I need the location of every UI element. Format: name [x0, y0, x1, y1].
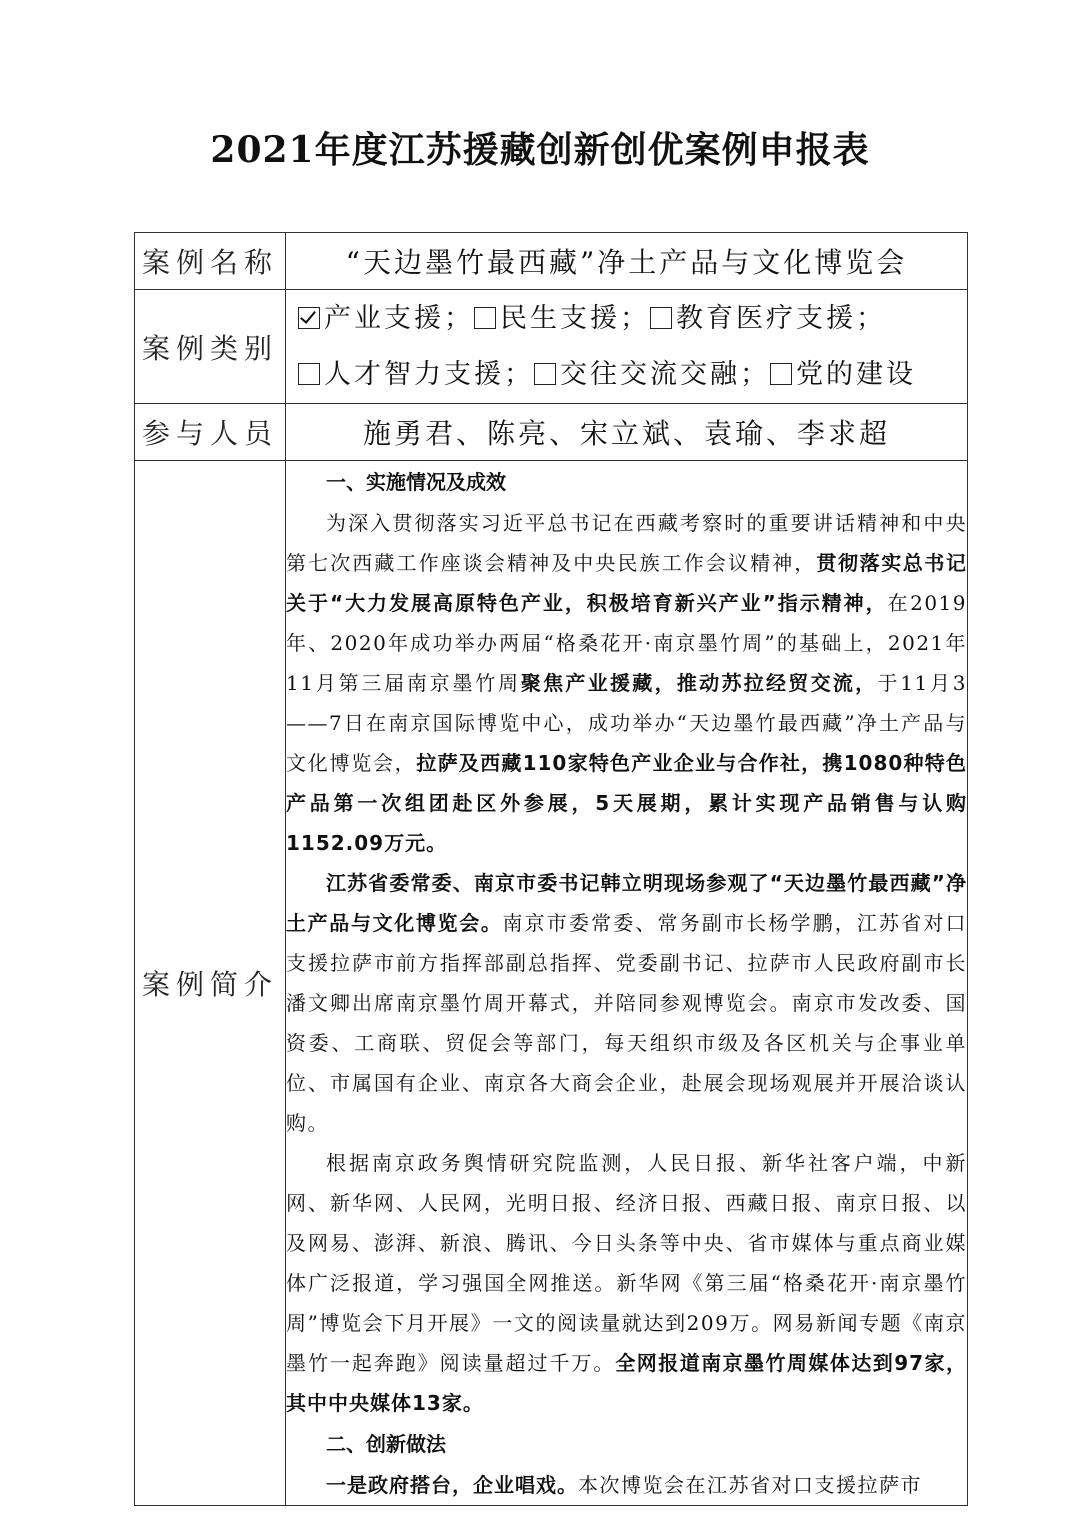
row-case-category	[135, 290, 968, 404]
application-form-table	[134, 232, 968, 1506]
category-option-education-medical: 教育医疗支援；	[676, 302, 886, 334]
participants-label: 参与人员	[135, 404, 286, 461]
p1-bold-d: 聚焦产业援藏，推动苏拉经贸交流，	[520, 671, 878, 695]
row-case-name	[135, 233, 968, 290]
page-title: 2021年度江苏援藏创新创优案例申报表	[210, 129, 870, 171]
checkbox-unchecked-icon[interactable]	[474, 307, 496, 329]
case-category-options	[286, 290, 968, 404]
p4-text-b: 本次博览会在江苏省对口支援拉萨市	[578, 1473, 922, 1497]
category-option-exchange: 交往交流交融；	[560, 358, 770, 390]
category-line-1	[286, 291, 967, 347]
p4-bold-a: 一是政府搭台，企业唱戏。	[326, 1473, 578, 1497]
p3-bold-b: 全网报道南京墨竹周媒体达到97家，其中中央媒体13家。	[286, 1351, 967, 1415]
summary-paragraph-4	[286, 1465, 967, 1505]
summary-paragraph-2	[286, 863, 967, 1143]
row-summary	[135, 461, 968, 1506]
p1-text-e: 于11月3——7日在南京国际博览中心，成功举办“天边墨竹最西藏”净土产品与文化博览会，	[286, 671, 968, 775]
case-name-label: 案例名称	[135, 233, 286, 290]
section-2-heading: 二、创新做法	[326, 1432, 446, 1456]
summary-paragraph-3	[286, 1143, 967, 1423]
checkbox-unchecked-icon[interactable]	[650, 307, 672, 329]
checkbox-checked-icon[interactable]	[298, 307, 320, 329]
participants-value: 施勇君、陈亮、宋立斌、袁瑜、李求超	[286, 404, 968, 461]
p2-bold-a: 江苏省委常委、南京市委书记韩立明现场参观了“天边墨竹最西藏”净土产品与文化博览会。	[286, 871, 967, 935]
p1-text-a: 为深入贯彻落实习近平总书记在西藏考察时的重要讲话精神和中央第七次西藏工作座谈会精神及中央民族工作会议精神，	[286, 511, 967, 575]
p3-text-a: 根据南京政务舆情研究院监测，人民日报、新华社客户端，中新网、新华网、人民网，光明日报、经济日报、西藏日报、南京日报、以及网易、澎湃、新浪、腾讯、今日头条等中央、省市媒体与重点商业媒体广泛报道，学习强国全网推送。新华网《第三届“格桑花开·南京墨竹周”博览会下月开展》一文的阅读量就达到209万。网易新闻专题《南京墨竹一起奔跑》阅读量超过千万。	[286, 1151, 967, 1375]
summary-content	[286, 461, 968, 1506]
p1-text-c: 在2019年、2020年成功举办两届“格桑花开·南京墨竹周”的基础上，2021年11月第三届南京墨竹周	[286, 591, 967, 695]
p2-text-b: 南京市委常委、常务副市长杨学鹏，江苏省对口支援拉萨市前方指挥部副总指挥、党委副书记、拉萨市人民政府副市长潘文卿出席南京墨竹周开幕式，并陪同参观博览会。南京市发改委、国资委、工商联、贸促会等部门，每天组织市级及各区机关与企事业单位、市属国有企业、南京各大商会企业，赴展会现场观展并开展洽谈认购。	[286, 911, 967, 1135]
summary-label: 案例简介	[135, 461, 286, 1506]
category-option-party-building: 党的建设	[796, 358, 916, 390]
category-option-industry: 产业支援；	[324, 302, 474, 334]
checkbox-unchecked-icon[interactable]	[534, 363, 556, 385]
p1-bold-f: 拉萨及西藏110家特色产业企业与合作社，携1080种特色产品第一次组团赴区外参展，5天展期，累计实现产品销售与认购1152.09万元。	[286, 751, 968, 855]
category-option-talent: 人才智力支援；	[324, 358, 534, 390]
case-category-label: 案例类别	[135, 290, 286, 404]
row-participants	[135, 404, 968, 461]
summary-paragraph-1	[286, 503, 967, 863]
section-1-heading: 一、实施情况及成效	[326, 470, 506, 494]
checkbox-unchecked-icon[interactable]	[298, 363, 320, 385]
category-line-2	[286, 347, 967, 403]
p1-bold-b: 贯彻落实总书记关于“大力发展高原特色产业，积极培育新兴产业”指示精神，	[286, 551, 968, 615]
case-name-value: “天边墨竹最西藏”净土产品与文化博览会	[286, 233, 968, 290]
category-option-livelihood: 民生支援；	[500, 302, 650, 334]
checkbox-unchecked-icon[interactable]	[770, 363, 792, 385]
